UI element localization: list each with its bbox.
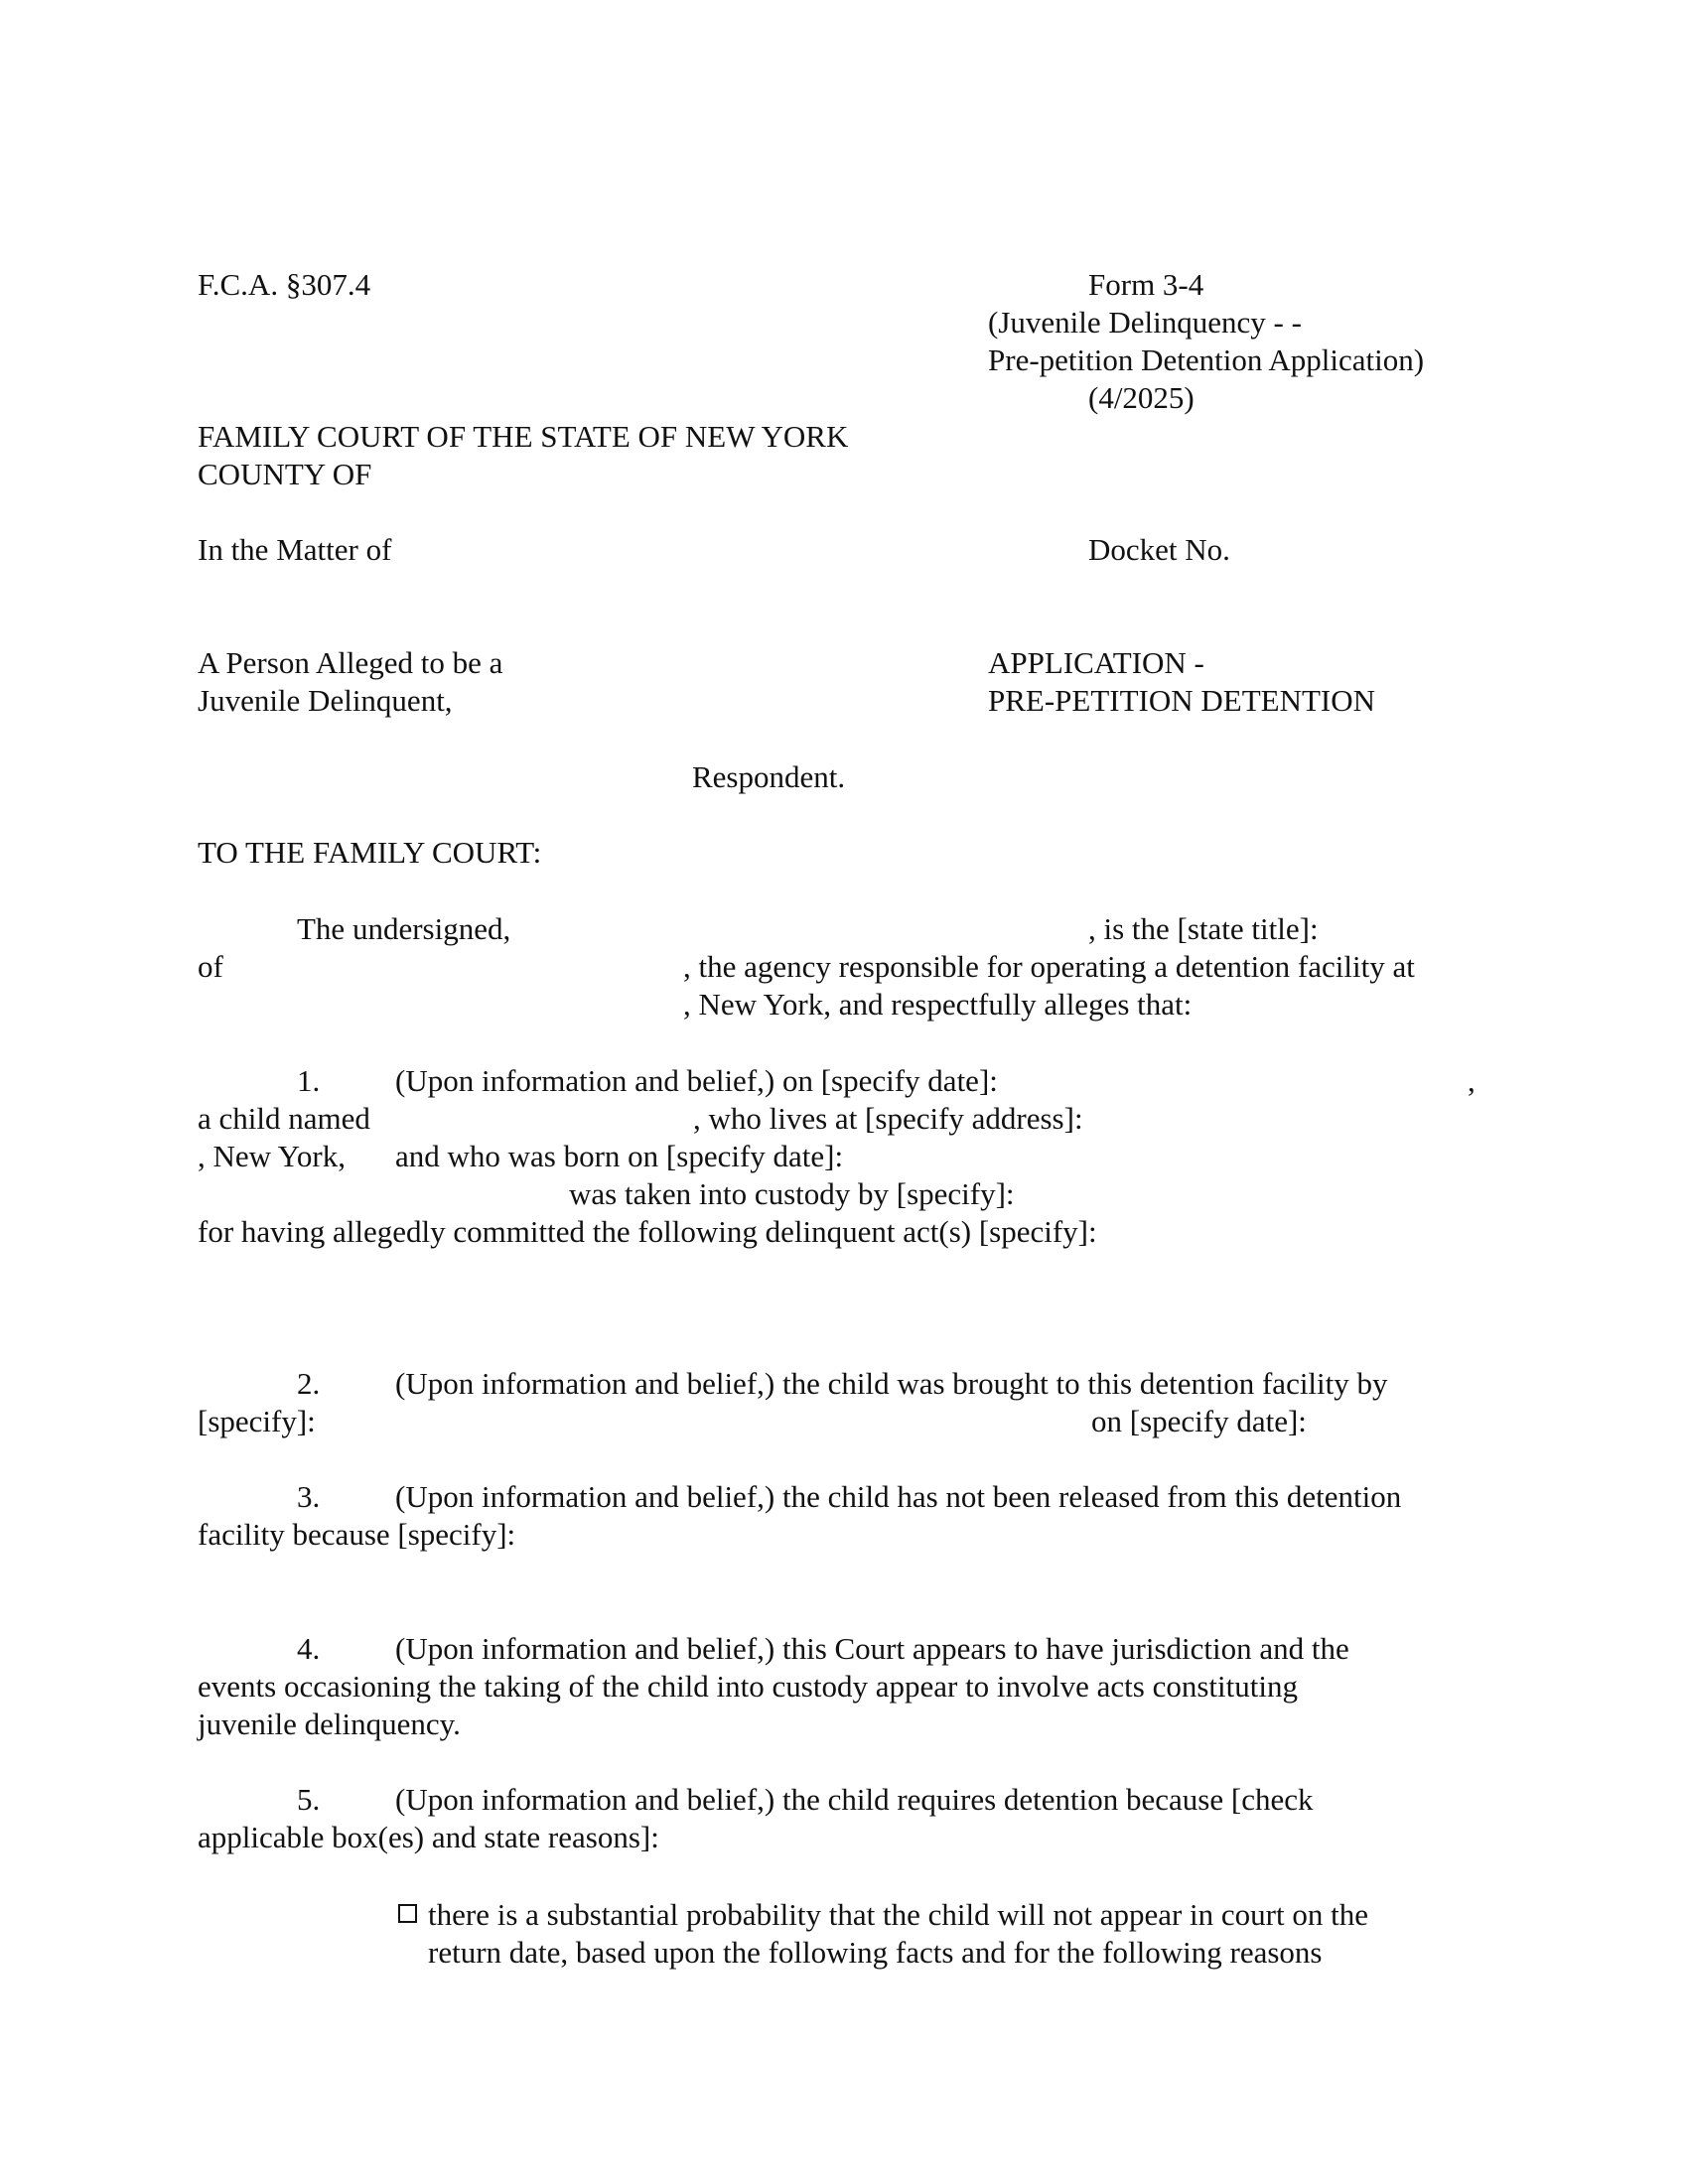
- paragraph-1-delinquent-acts: for having allegedly committed the following delinquent act(s) [specify]:: [198, 1214, 1097, 1249]
- respondent-label: Respondent.: [692, 759, 846, 794]
- paragraph-5-number: 5.: [297, 1782, 321, 1817]
- form-description-line1: (Juvenile Delinquency - -: [988, 305, 1302, 340]
- paragraph-1-lives-at: , who lives at [specify address]:: [693, 1101, 1083, 1136]
- paragraph-1-number: 1.: [297, 1063, 321, 1098]
- intro-undersigned: The undersigned,: [297, 911, 511, 946]
- paragraph-2-line1: (Upon information and belief,) the child was brought to this detention facility by: [395, 1366, 1388, 1401]
- paragraph-3-line2: facility because [specify]:: [198, 1517, 516, 1552]
- non-appearance-option-line2: return date, based upon the following facts and for the following reasons: [428, 1935, 1323, 1970]
- form-number: Form 3-4: [1088, 267, 1204, 302]
- form-revision-date: (4/2025): [1088, 380, 1195, 415]
- paragraph-2-specify: [specify]:: [198, 1404, 316, 1438]
- paragraph-1-line1: (Upon information and belief,) on [specify date]:: [395, 1063, 998, 1098]
- paragraph-1-comma: ,: [1468, 1063, 1476, 1098]
- paragraph-4-line3: juvenile delinquency.: [198, 1706, 461, 1741]
- salutation: TO THE FAMILY COURT:: [198, 835, 542, 870]
- paragraph-4-line2: events occasioning the taking of the child into custody appear to involve acts constituting: [198, 1669, 1298, 1704]
- paragraph-1-new-york: , New York,: [198, 1139, 346, 1173]
- court-county: COUNTY OF: [198, 457, 372, 491]
- intro-of: of: [198, 949, 223, 984]
- paragraph-3-line1: (Upon information and belief,) the child has not been released from this detention: [395, 1479, 1402, 1514]
- court-name: FAMILY COURT OF THE STATE OF NEW YORK: [198, 419, 849, 454]
- non-appearance-checkbox[interactable]: [398, 1904, 417, 1923]
- paragraph-3-number: 3.: [297, 1479, 321, 1514]
- paragraph-1-custody: was taken into custody by [specify]:: [569, 1176, 1015, 1211]
- paragraph-4-line1: (Upon information and belief,) this Court appears to have jurisdiction and the: [395, 1631, 1349, 1666]
- paragraph-5-line1: (Upon information and belief,) the child requires detention because [check: [395, 1782, 1314, 1817]
- form-description-line2: Pre-petition Detention Application): [988, 342, 1425, 377]
- intro-alleges: , New York, and respectfully alleges that:: [683, 987, 1193, 1022]
- intro-agency: , the agency responsible for operating a detention facility at: [683, 949, 1415, 984]
- document-title-line1: APPLICATION -: [988, 645, 1204, 680]
- document-title-line2: PRE-PETITION DETENTION: [988, 683, 1376, 718]
- paragraph-1-born-on: and who was born on [specify date]:: [395, 1139, 844, 1173]
- paragraph-2-number: 2.: [297, 1366, 321, 1401]
- paragraph-4-number: 4.: [297, 1631, 321, 1666]
- paragraph-2-date: on [specify date]:: [1091, 1404, 1307, 1438]
- docket-number-label: Docket No.: [1088, 532, 1230, 567]
- intro-state-title: , is the [state title]:: [1088, 911, 1319, 946]
- non-appearance-option-line1: there is a substantial probability that the child will not appear in court on the: [428, 1897, 1368, 1932]
- in-matter-of: In the Matter of: [198, 532, 392, 567]
- respondent-description-line2: Juvenile Delinquent,: [198, 683, 453, 718]
- paragraph-5-line2: applicable box(es) and state reasons]:: [198, 1820, 659, 1854]
- paragraph-1-child-named: a child named: [198, 1101, 370, 1136]
- respondent-description-line1: A Person Alleged to be a: [198, 645, 503, 680]
- statute-reference: F.C.A. §307.4: [198, 267, 371, 302]
